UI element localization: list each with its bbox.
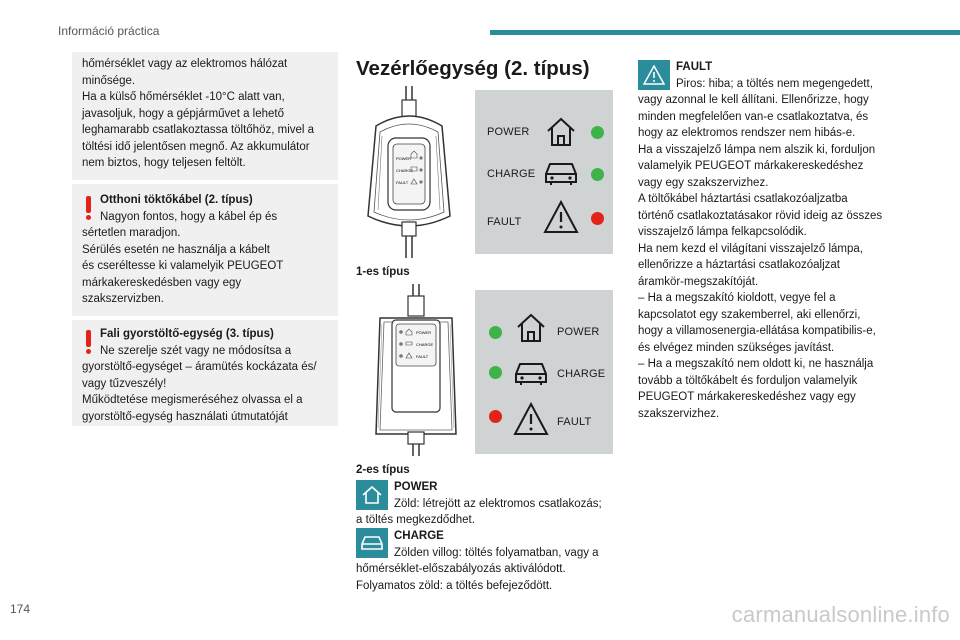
fault-warning-icon	[513, 402, 549, 436]
fault-warning-icon	[543, 200, 579, 234]
warning-text-first-line: Nagyon fontos, hogy a kábel ép és	[100, 210, 278, 223]
power-indicator-first-line: Zöld: létrejött az elektromos csatlakozás;	[394, 497, 602, 510]
device-label-fault: FAULT	[396, 180, 409, 185]
fault-indicator-icon	[638, 60, 670, 90]
fault-indicator-title: FAULT	[676, 61, 713, 73]
led-charge	[591, 168, 604, 181]
device-label-charge: CHARGE	[396, 168, 414, 173]
warning-title: Fali gyorstöltő-egység (3. típus)	[100, 328, 274, 340]
panel-label-power: POWER	[487, 126, 530, 138]
fault-indicator-text-block	[676, 59, 873, 92]
header-accent-bar	[490, 30, 960, 35]
charge-indicator-icon	[356, 528, 388, 558]
warning-box-wall-charger	[72, 320, 338, 426]
warning-exclamation-icon	[86, 330, 92, 354]
control-unit-type1-illustration	[360, 86, 460, 258]
fault-indicator-text: vagy azonnal le kell állítani. Ellenőrizze, hogy minden megfelelően van-e csatlakoztatva, és hogy az elektromos rendszer nem hibás-e. Ha a visszajelző lámpa nem alszik ki, forduljon valamelyik PEUGEOT márkakereskedéshez vagy egy szakszervizhez. A töltőkábel háztartási csatlakozóaljzatba történő csatlakoztatásakor rövid ideig az összes visszajelző lámpa felkapcsolódik. Ha nem kezd el világítani visszajelző lámpa, ellenőrizze a háztartási csatlakozóaljzat áramkör-megszakítóját. – Ha a megszakító kioldott, vegye fel a kapcsolatot egy szakemberrel, aki ellenőrzi, hogy a villamosenergia-ellátása kompatibilis-e, és elvégez minden szükséges javítást. – Ha a megszakító nem oldott ki, ne használja tovább a töltőkábelt és forduljon valamelyik PEUGEOT márkakereskedéshez vagy egy szakszervizhez.	[638, 94, 883, 420]
device-label-fault: FAULT	[416, 354, 429, 359]
led-power	[489, 326, 502, 339]
power-indicator-continuation: a töltés megkezdődhet.	[356, 514, 475, 526]
led-charge	[489, 366, 502, 379]
charge-indicator-first-line: Zölden villog: töltés folyamatban, vagy a	[394, 546, 599, 559]
charge-indicator-text-block	[394, 528, 599, 561]
panel-label-charge: CHARGE	[487, 168, 536, 180]
home-icon	[545, 116, 577, 148]
power-indicator-text-block	[394, 479, 602, 512]
led-fault	[591, 212, 604, 225]
device-label-power: POWER	[396, 156, 412, 161]
power-indicator-title: POWER	[394, 481, 438, 493]
warning-box-home-cable	[72, 184, 338, 316]
warning-text: gyorstöltő-egységet – áramütés kockázata és/ vagy tűzveszély! Működtetése megismeréséhez olvassa el a gyorstöltő-egység használati útmutatóját	[82, 361, 317, 423]
power-indicator-icon	[356, 480, 388, 510]
panel-label-fault: FAULT	[487, 216, 522, 228]
led-fault	[489, 410, 502, 423]
note-text: hőmérséklet vagy az elektromos hálózat minősége. Ha a külső hőmérséklet -10°C alatt van, javasoljuk, hogy a gépjárművet a lehető leghamarabb csatlakoztassa töltőhöz, mivel a töltési idő jelentősen megnő. Az akkumulátor nem biztos, hogy teljesen feltölt.	[82, 58, 315, 169]
led-power	[591, 126, 604, 139]
running-header: Információ práctica	[58, 24, 160, 38]
section-title: Vezérlőegység (2. típus)	[356, 57, 590, 80]
fault-indicator-description	[638, 92, 906, 422]
indicator-panel-type1	[475, 90, 613, 254]
caption-type2: 2-es típus	[356, 464, 410, 476]
page-number: 174	[10, 602, 31, 616]
watermark: carmanualsonline.info	[731, 602, 950, 627]
fault-indicator-first-line: Piros: hiba; a töltés nem megengedett,	[676, 77, 873, 90]
panel-label-fault: FAULT	[557, 416, 592, 428]
warning-title: Otthoni töktőkábel (2. típus)	[100, 194, 253, 206]
indicator-panel-type2	[475, 290, 613, 454]
warning-text-first-line: Ne szerelje szét vagy ne módosítsa a	[100, 344, 292, 357]
panel-label-charge: CHARGE	[557, 368, 606, 380]
panel-label-power: POWER	[557, 326, 600, 338]
car-icon	[513, 360, 549, 386]
caption-type1: 1-es típus	[356, 266, 410, 278]
warning-exclamation-icon	[86, 196, 92, 220]
warning-text: sértetlen maradjon. Sérülés esetén ne használja a kábelt és cseréltesse ki valamelyik PEUGEOT márkakereskedésben vagy egy szakszervizben.	[82, 227, 284, 305]
charge-indicator-title: CHARGE	[394, 530, 444, 542]
device-label-power: POWER	[416, 330, 432, 335]
charge-indicator-continuation: hőmérséklet-előszabályozás aktiválódott. Folyamatos zöld: a töltés befejeződött.	[356, 563, 566, 592]
device-label-charge: CHARGE	[416, 342, 434, 347]
car-icon	[543, 160, 579, 186]
control-unit-type2-illustration	[370, 284, 462, 456]
home-icon	[515, 312, 547, 344]
note-box-temperature	[72, 52, 338, 180]
